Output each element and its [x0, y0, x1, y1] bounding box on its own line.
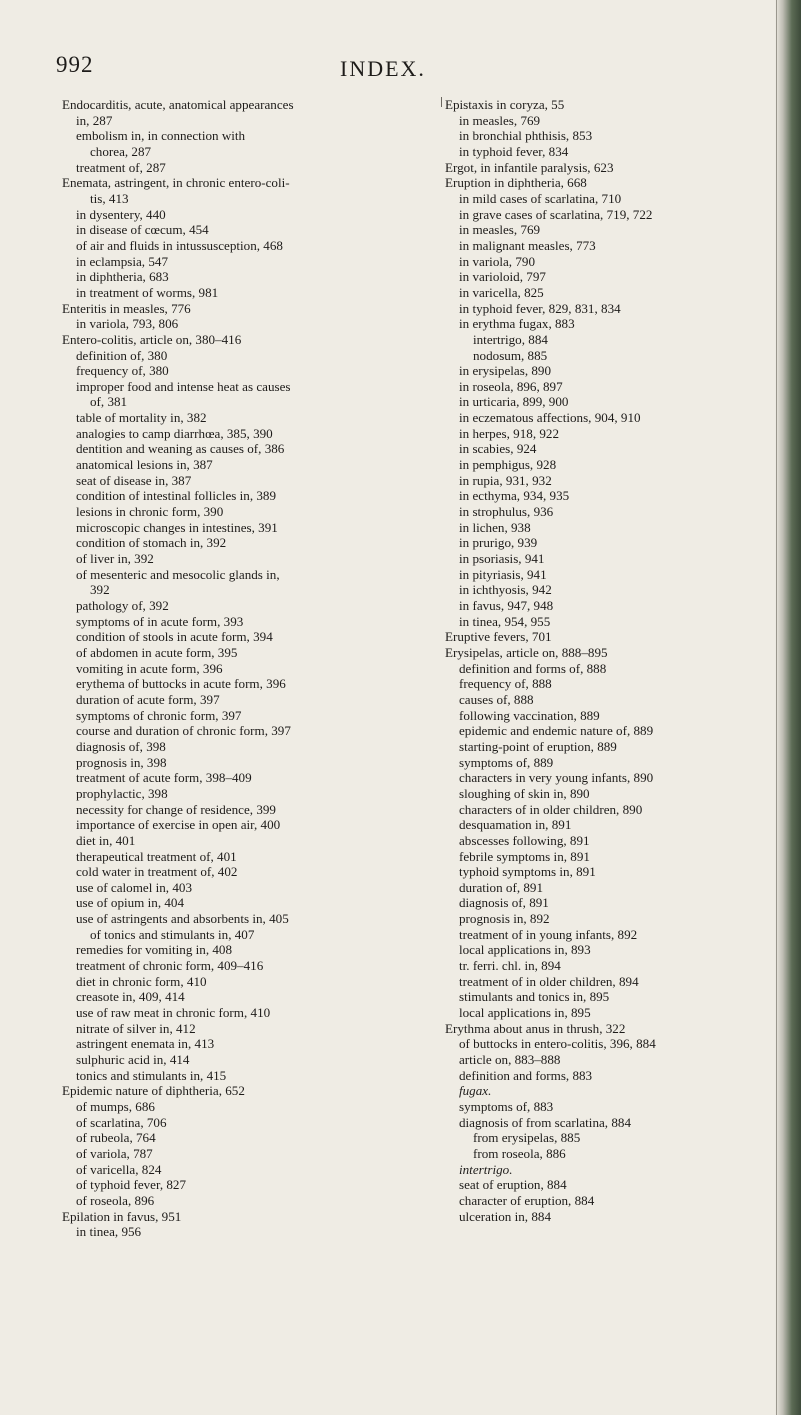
index-subentry: importance of exercise in open air, 400 [76, 817, 281, 833]
index-subentry: in, 287 [76, 112, 113, 128]
index-subentry: treatment of in older children, 894 [459, 973, 639, 989]
page-number: 992 [56, 52, 94, 77]
index-subentry: astringent enemata in, 413 [76, 1036, 215, 1052]
index-subentry: prophylactic, 398 [76, 785, 168, 801]
index-subentry: in strophulus, 936 [459, 504, 554, 520]
index-subentry: therapeutical treatment of, 401 [76, 848, 237, 864]
index-subentry: of rubeola, 764 [76, 1130, 156, 1146]
index-subentry: of roseola, 896 [76, 1192, 155, 1208]
index-subentry: in rupia, 931, 932 [459, 472, 552, 488]
index-subentry: character of eruption, 884 [459, 1192, 595, 1208]
index-subentry: in ecthyma, 934, 935 [459, 488, 570, 504]
index-subentry: in tinea, 956 [76, 1224, 142, 1240]
index-subentry: starting-point of eruption, 889 [459, 738, 617, 754]
index-subentry: local applications in, 895 [459, 1005, 591, 1021]
index-subentry: epidemic and endemic nature of, 889 [459, 723, 654, 739]
index-subentry: condition of intestinal follicles in, 389 [76, 488, 277, 504]
index-subentry: of, 381 [90, 394, 128, 410]
index-entry: Ergot, in infantile paralysis, 623 [445, 159, 614, 175]
index-subentry: of scarlatina, 706 [76, 1114, 167, 1130]
page-edge-shadow [775, 0, 801, 1415]
index-subentry: in erysipelas, 890 [459, 363, 552, 379]
index-subentry: article on, 883–888 [459, 1052, 561, 1068]
index-subentry: in herpes, 918, 922 [459, 425, 560, 441]
index-subentry: improper food and intense heat as causes [76, 378, 291, 394]
index-subentry: table of mortality in, 382 [76, 410, 207, 426]
index-subentry: of tonics and stimulants in, 407 [90, 926, 255, 942]
index-subentry: in measles, 769 [459, 222, 541, 238]
index-subentry: definition and forms of, 888 [459, 660, 607, 676]
index-subentry: sloughing of skin in, 890 [459, 785, 590, 801]
index-subentry: in malignant measles, 773 [459, 237, 596, 253]
index-subentry: dentition and weaning as causes of, 386 [76, 441, 285, 457]
index-entry: Eruptive fevers, 701 [445, 629, 552, 645]
index-subentry: frequency of, 888 [459, 676, 552, 692]
index-entry: Erythma about anus in thrush, 322 [445, 1020, 626, 1036]
index-subentry: use of raw meat in chronic form, 410 [76, 1005, 271, 1021]
index-entry: Entero-colitis, article on, 380–416 [62, 331, 242, 347]
index-subentry: pathology of, 392 [76, 598, 169, 613]
index-subentry: in lichen, 938 [459, 519, 531, 535]
index-subentry: diagnosis of from scarlatina, 884 [459, 1114, 631, 1130]
index-entry: Enteritis in measles, 776 [62, 300, 191, 316]
index-subentry: stimulants and tonics in, 895 [459, 989, 610, 1005]
index-subentry: in ichthyosis, 942 [459, 582, 552, 598]
index-subentry: condition of stools in acute form, 394 [76, 629, 273, 645]
index-subentry: of abdomen in acute form, 395 [76, 644, 238, 660]
index-subentry: duration of acute form, 397 [76, 691, 220, 707]
index-subentry: definition and forms, 883 [459, 1067, 593, 1083]
index-subentry: diet in chronic form, 410 [76, 973, 207, 989]
index-subentry: of buttocks in entero-colitis, 396, 884 [459, 1036, 656, 1052]
index-subentry: in mild cases of scarlatina, 710 [459, 190, 622, 206]
index-entry: Endocarditis, acute, anatomical appearances [62, 97, 294, 112]
index-subentry: causes of, 888 [459, 691, 534, 707]
index-subentry: in bronchial phthisis, 853 [459, 128, 593, 144]
index-subentry: in varioloid, 797 [459, 269, 546, 285]
index-subentry: erythema of buttocks in acute form, 396 [76, 676, 286, 692]
index-subentry: nodosum, 885 [473, 347, 548, 363]
index-subentry: of mumps, 686 [76, 1099, 155, 1114]
index-subentry: duration of, 891 [459, 879, 544, 895]
index-subentry: in varicella, 825 [459, 284, 544, 300]
index-subentry: desquamation in, 891 [459, 817, 572, 833]
index-subentry: of varicella, 824 [76, 1161, 162, 1177]
index-subentry: in typhoid fever, 829, 831, 834 [459, 300, 621, 316]
index-subentry: in roseola, 896, 897 [459, 378, 563, 394]
index-subentry: of mesenteric and mesocolic glands in, [76, 566, 280, 582]
index-subentry: local applications in, 893 [459, 942, 591, 958]
index-subentry: use of astringents and absorbents in, 405 [76, 911, 289, 927]
index-subentry: intertrigo, 884 [473, 331, 548, 347]
index-subentry: in eczematous affections, 904, 910 [459, 410, 641, 426]
index-subentry: in dysentery, 440 [76, 206, 166, 222]
index-subentry: frequency of, 380 [76, 363, 169, 379]
index-subentry: in erythma fugax, 883 [459, 316, 575, 332]
index-subentry: symptoms of in acute form, 393 [76, 613, 244, 629]
index-subentry: course and duration of chronic form, 397 [76, 723, 291, 739]
index-subentry: vomiting in acute form, 396 [76, 660, 223, 676]
index-subentry: prognosis in, 398 [76, 754, 167, 770]
index-subentry: necessity for change of residence, 399 [76, 801, 276, 817]
index-subentry: of variola, 787 [76, 1145, 153, 1161]
index-subentry: treatment of, 287 [76, 159, 166, 175]
index-subentry: creasote in, 409, 414 [76, 989, 185, 1005]
index-subentry: prognosis in, 892 [459, 911, 550, 927]
index-subentry: in pemphigus, 928 [459, 457, 557, 473]
index-subentry: symptoms of, 883 [459, 1099, 554, 1114]
index-entry: Epidemic nature of diphtheria, 652 [62, 1083, 245, 1099]
index-subentry: chorea, 287 [90, 143, 152, 159]
index-subentry: in grave cases of scarlatina, 719, 722 [459, 206, 653, 222]
index-subentry: in measles, 769 [459, 112, 541, 128]
index-subentry: symptoms of chronic form, 397 [76, 707, 242, 723]
index-subentry: cold water in treatment of, 402 [76, 864, 238, 880]
index-subentry: of liver in, 392 [76, 551, 154, 567]
index-subentry: of air and fluids in intussusception, 468 [76, 237, 283, 253]
index-subentry: in pityriasis, 941 [459, 566, 547, 582]
index-subentry: in variola, 790 [459, 253, 535, 269]
index-subentry: lesions in chronic form, 390 [76, 504, 224, 520]
index-subentry: treatment of chronic form, 409–416 [76, 958, 264, 974]
index-subentry: in prurigo, 939 [459, 535, 538, 551]
index-subentry: intertrigo. [459, 1161, 513, 1177]
index-subentry: of typhoid fever, 827 [76, 1177, 187, 1193]
index-subentry: nitrate of silver in, 412 [76, 1020, 196, 1036]
index-entry: Enemata, astringent, in chronic entero-coli- [62, 175, 290, 191]
index-subentry: treatment of acute form, 398–409 [76, 770, 252, 786]
index-subentry: ulceration in, 884 [459, 1208, 551, 1224]
index-subentry: tis, 413 [90, 190, 129, 206]
index-subentry: in tinea, 954, 955 [459, 613, 551, 629]
index-subentry: characters of in older children, 890 [459, 801, 643, 817]
index-subentry: 392 [90, 582, 110, 598]
index-subentry: embolism in, in connection with [76, 128, 246, 144]
index-entry: Epilation in favus, 951 [62, 1208, 182, 1224]
index-entry: Eruption in diphtheria, 668 [445, 175, 587, 191]
index-subentry: from roseola, 886 [473, 1145, 566, 1161]
index-subentry: use of calomel in, 403 [76, 879, 192, 895]
index-subentry: tr. ferri. chl. in, 894 [459, 958, 561, 974]
index-subentry: characters in very young infants, 890 [459, 770, 654, 786]
index-column-right [445, 97, 775, 1224]
index-subentry: in urticaria, 899, 900 [459, 394, 569, 410]
index-subentry: condition of stomach in, 392 [76, 535, 227, 551]
index-subentry: fugax. [459, 1083, 492, 1099]
index-subentry: use of opium in, 404 [76, 895, 185, 911]
index-subentry: in variola, 793, 806 [76, 316, 179, 332]
index-subentry: abscesses following, 891 [459, 832, 590, 848]
index-subentry: remedies for vomiting in, 408 [76, 942, 233, 958]
page-edge-line [776, 0, 777, 1415]
index-subentry: tonics and stimulants in, 415 [76, 1067, 227, 1083]
index-subentry: in diphtheria, 683 [76, 269, 169, 285]
index-subentry: typhoid symptoms in, 891 [459, 864, 596, 880]
index-subentry: definition of, 380 [76, 347, 168, 363]
index-subentry: febrile symptoms in, 891 [459, 848, 590, 864]
index-entry: Epistaxis in coryza, 55 [445, 97, 565, 112]
index-subentry: in psoriasis, 941 [459, 551, 545, 567]
index-column-left [62, 97, 442, 1240]
index-subentry: diagnosis of, 891 [459, 895, 549, 911]
index-subentry: diet in, 401 [76, 832, 136, 848]
index-subentry: in eclampsia, 547 [76, 253, 168, 269]
index-subentry: microscopic changes in intestines, 391 [76, 519, 278, 535]
index-subentry: anatomical lesions in, 387 [76, 457, 213, 473]
index-subentry: sulphuric acid in, 414 [76, 1052, 190, 1068]
index-subentry: analogies to camp diarrhœa, 385, 390 [76, 425, 273, 441]
index-subentry: in scabies, 924 [459, 441, 537, 457]
index-subentry: diagnosis of, 398 [76, 738, 166, 754]
index-subentry: from erysipelas, 885 [473, 1130, 581, 1146]
index-subentry: seat of disease in, 387 [76, 472, 192, 488]
index-subentry: seat of eruption, 884 [459, 1177, 567, 1193]
index-subentry: in typhoid fever, 834 [459, 143, 569, 159]
running-head: INDEX. [340, 56, 426, 81]
index-subentry: in disease of cœcum, 454 [76, 222, 209, 238]
index-subentry: treatment of in young infants, 892 [459, 926, 638, 942]
index-subentry: in favus, 947, 948 [459, 598, 554, 613]
index-subentry: in treatment of worms, 981 [76, 284, 219, 300]
index-subentry: symptoms of, 889 [459, 754, 554, 770]
index-subentry: following vaccination, 889 [459, 707, 600, 723]
index-entry: Erysipelas, article on, 888–895 [445, 644, 608, 660]
